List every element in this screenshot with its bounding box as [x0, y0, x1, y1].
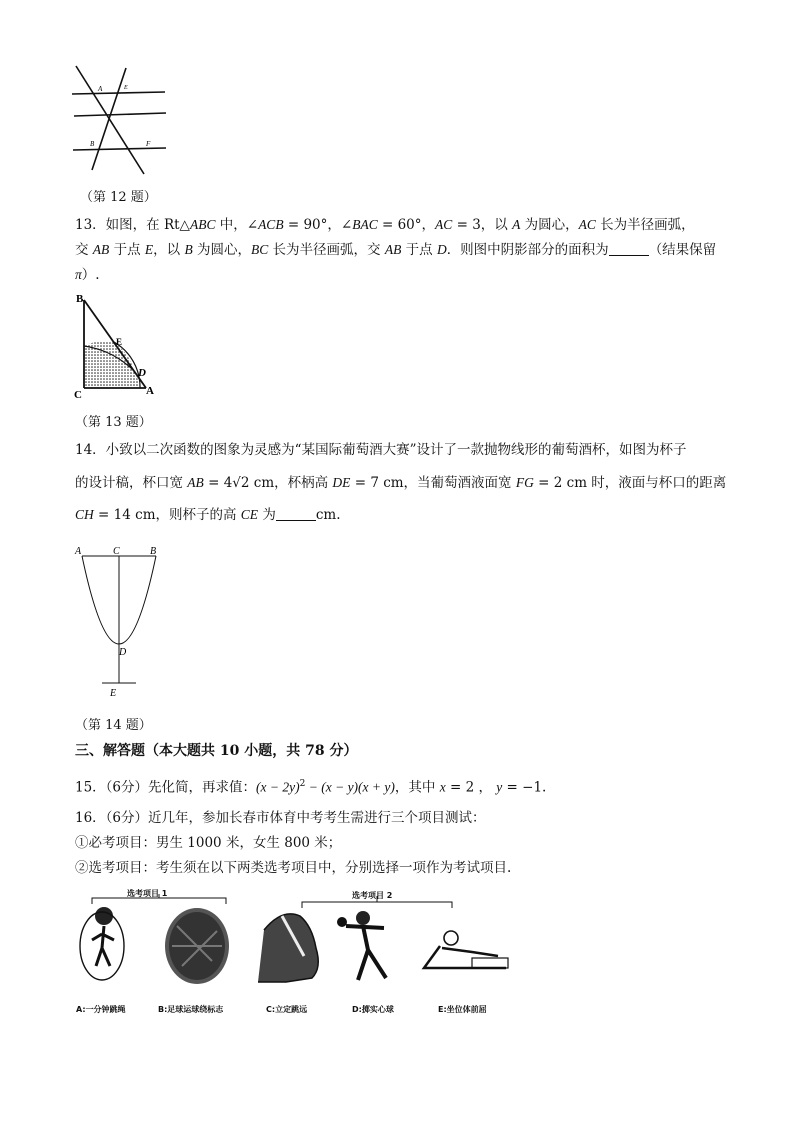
q12-caption: （第 12 题） [80, 190, 157, 205]
q13-label-d: D [138, 367, 146, 379]
q14-label-e: E [110, 688, 117, 699]
q12-label-f: F [146, 140, 151, 148]
sit-and-reach-picture [424, 931, 508, 968]
item-a-label: A:一分钟跳绳 [76, 1005, 126, 1014]
q16-line3: ②选考项目：考生须在以下两类选考项目中，分别选择一项作为考试项目. [75, 860, 512, 876]
shot-put-picture [337, 911, 386, 980]
q12-label-e: E [124, 85, 128, 91]
q14-line3: CH = 14 cm，则杯子的高 CE 为 cm. [75, 507, 341, 523]
q13-label-b: B [76, 293, 84, 305]
q14-label-b: B [150, 546, 157, 557]
q14-label-a: A [75, 546, 82, 557]
group2-label: 选考项目 2 [352, 891, 393, 900]
q14-caption: （第 14 题） [75, 718, 152, 733]
q14-answer-blank [276, 506, 316, 521]
q13-line3: π）. [75, 267, 100, 283]
q13-line2: 交 AB 于点 E，以 B 为圆心，BC 长为半径画弧，交 AB 于点 D．则图中阴影部分的面积为 （结果保留 [75, 242, 717, 258]
q14-label-d: D [119, 647, 127, 658]
item-d-label: D:掷实心球 [352, 1005, 394, 1014]
q13-caption: （第 13 题） [75, 415, 152, 430]
group1-label: 选考项目 1 [127, 889, 168, 898]
section-3-heading: 三、解答题（本大题共 10 小题，共 78 分） [75, 743, 358, 759]
q16-line1: 16．（6分）近几年，参加长春市体育中考考生需进行三个项目测试： [75, 810, 486, 826]
sports-items-figure [72, 886, 512, 1020]
sports-illustration [72, 886, 512, 1020]
q12-label-b: B [90, 140, 95, 148]
q14-line2: 的设计稿，杯口宽 AB = 4√2 cm，杯柄高 DE = 7 cm，当葡萄酒液面宽 FG = 2 cm 时，液面与杯口的距离 [75, 475, 727, 491]
q14-line1: 14．小致以二次函数的图象为灵感为“某国际葡萄酒大赛”设计了一款抛物线形的葡萄酒杯，如图为杯子 [75, 442, 687, 458]
q14-label-c: C [113, 546, 120, 557]
q13-label-c: C [74, 389, 82, 401]
q15-line: 15．（6分）先化简，再求值：$(x - 2y)^2 - (x - y)(x + y)$，其中 x = 2 ， y = −1. [75, 779, 547, 796]
q12-label-a: A [98, 85, 103, 93]
q14-figure [72, 542, 172, 702]
item-c-label: C:立定跳远 [266, 1005, 308, 1014]
q12-figure [70, 62, 170, 180]
long-jump-picture [258, 914, 318, 982]
q13-label-e: E [116, 337, 123, 347]
football-dribble-picture [165, 908, 229, 984]
q13-line1: 13．如图，在 Rt△ABC 中，∠ACB = 90°，∠BAC = 60°，AC = 3，以 A 为圆心，AC 长为半径画弧， [75, 217, 695, 233]
q13-answer-blank [609, 241, 649, 256]
q16-line2: ①必考项目：男生 1000 米，女生 800 米； [75, 835, 342, 851]
item-e-label: E:坐位体前屈 [438, 1005, 487, 1014]
q13-figure [70, 288, 160, 402]
item-b-label: B:足球运球绕标志 [158, 1005, 224, 1014]
q13-label-a: A [146, 385, 154, 397]
rope-skipping-picture [80, 907, 124, 980]
